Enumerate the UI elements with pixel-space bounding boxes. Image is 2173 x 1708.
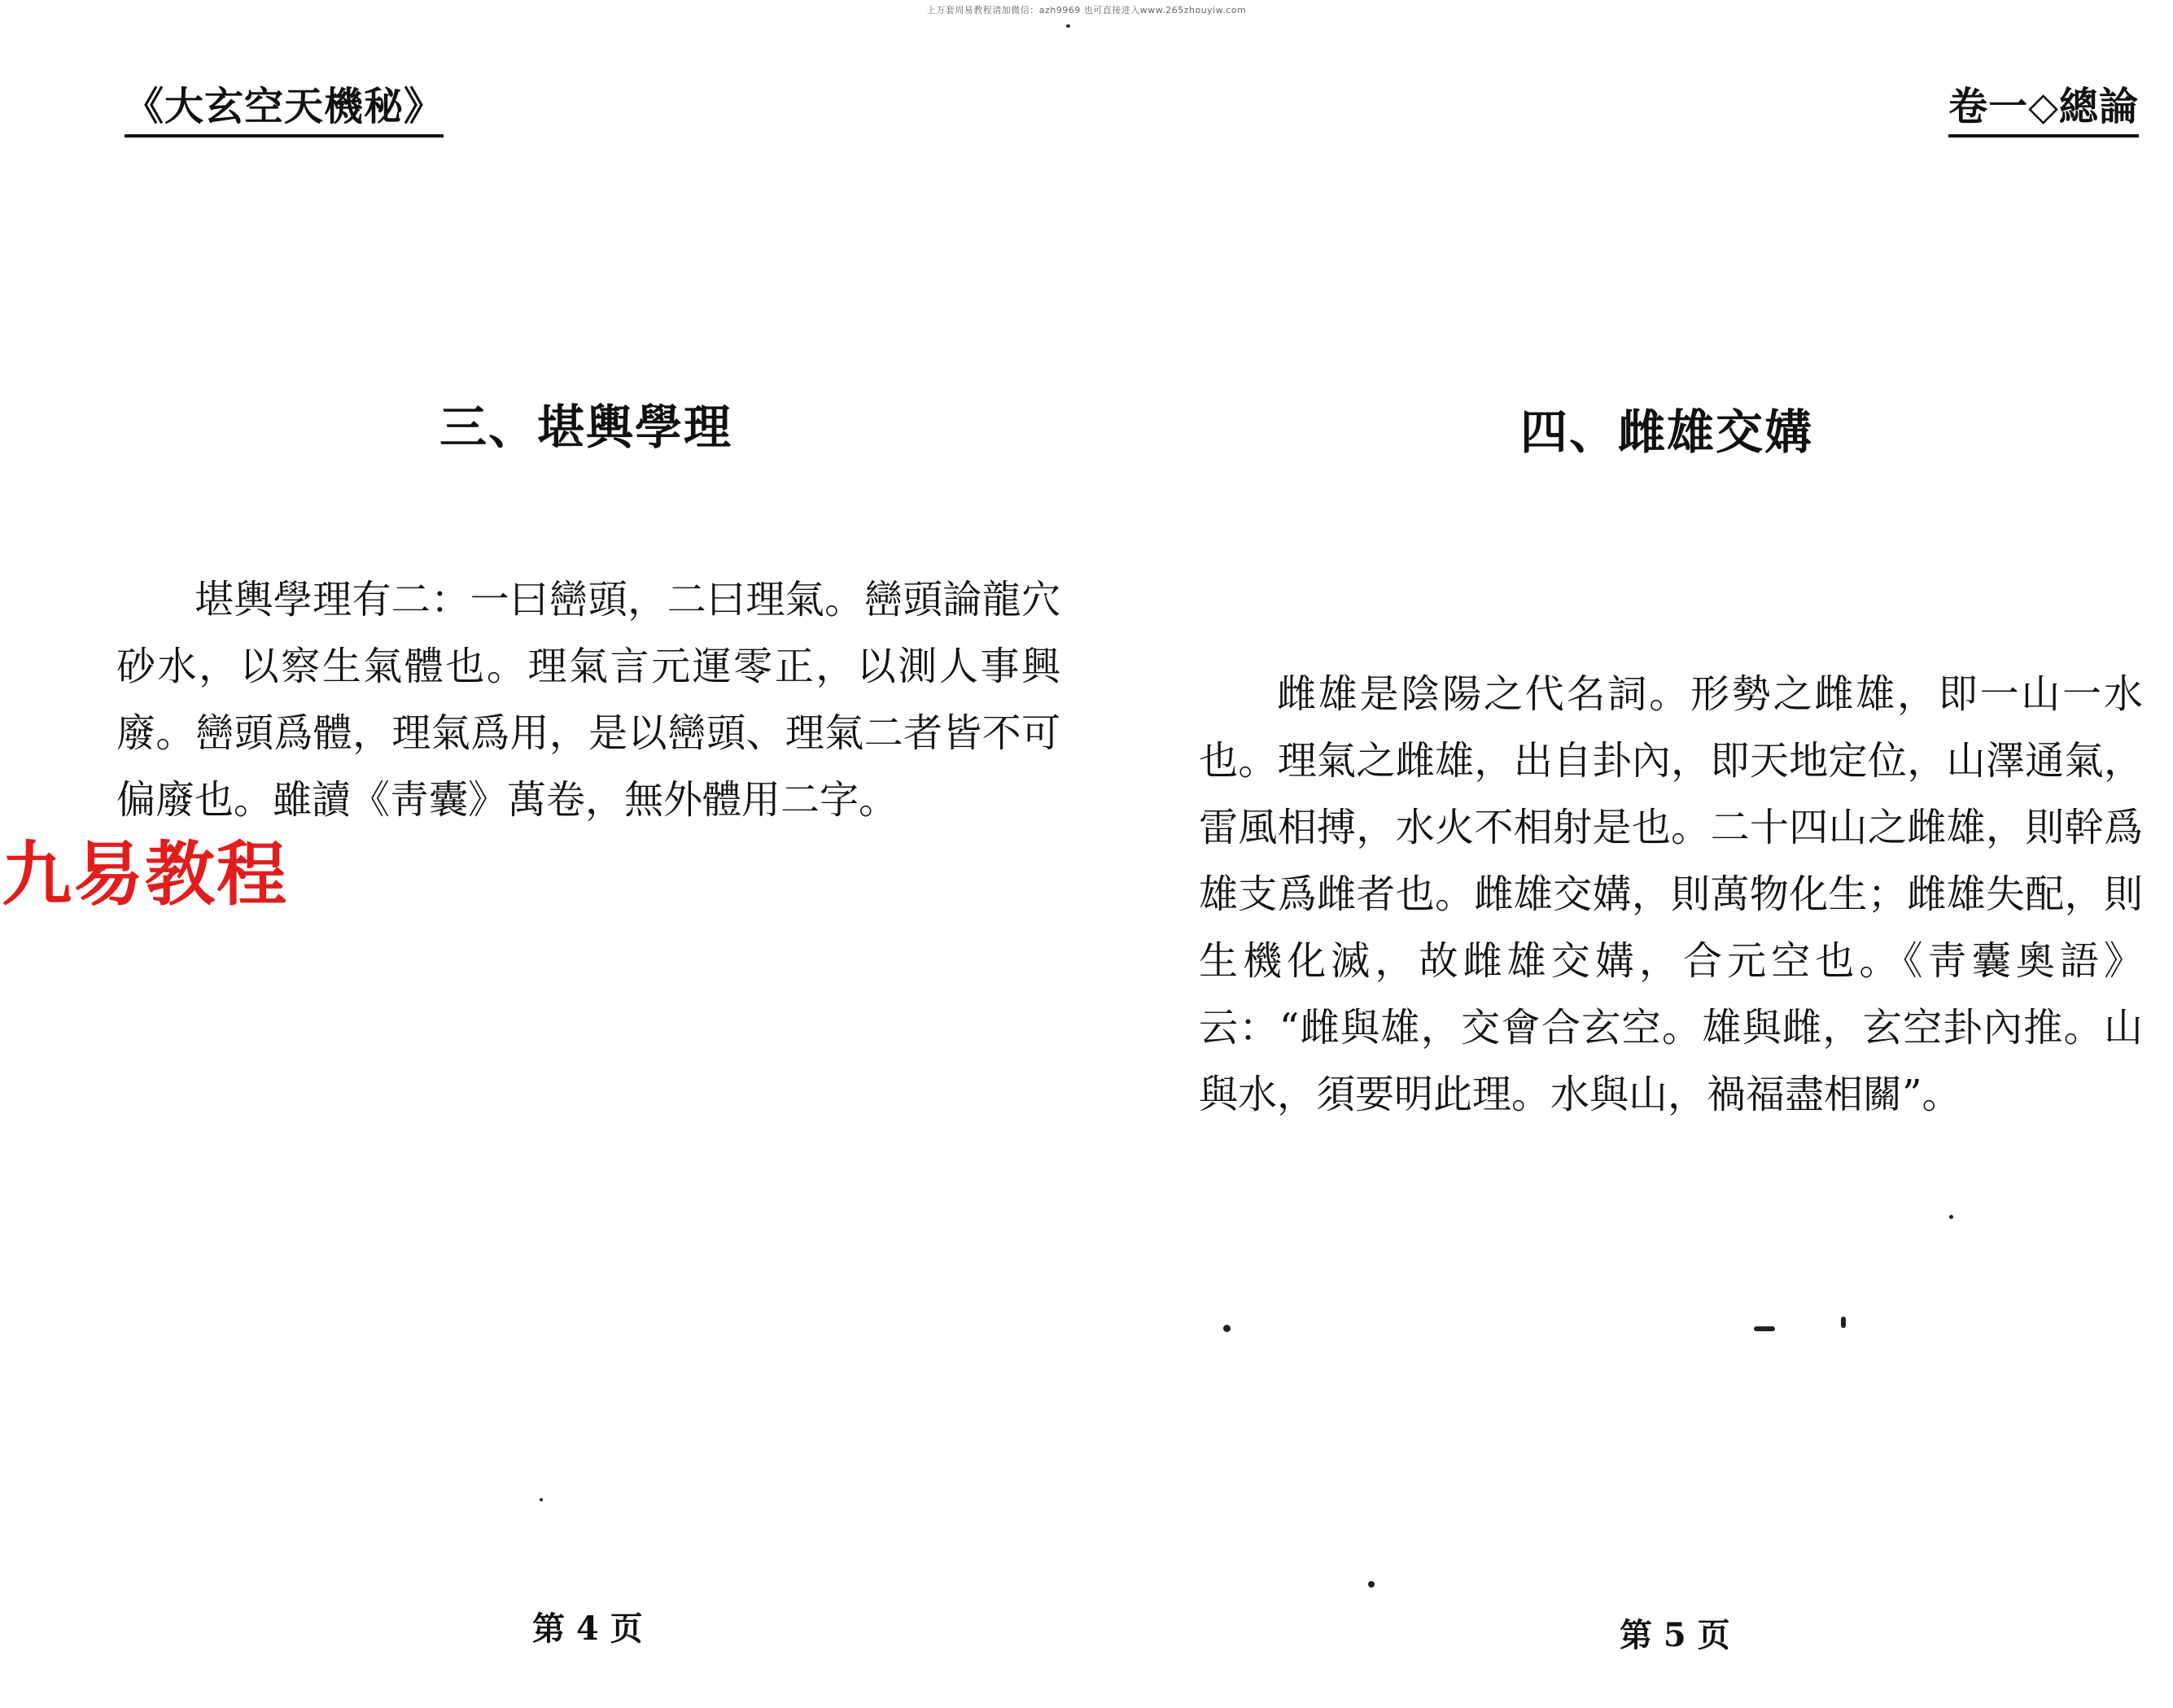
scan-speck: [1066, 24, 1070, 28]
left-section-title: 三、堪輿學理: [439, 400, 733, 455]
top-notice: 上万套周易教程请加微信：azh9969 也可直接进入www.265zhouyiw.com: [926, 5, 1247, 15]
right-section-title: 四、雌雄交媾: [1520, 404, 1814, 460]
right-page-number: 第 5 页: [1620, 1616, 1730, 1654]
left-body-text: 堪輿學理有二：一曰巒頭，二曰理氣。巒頭論龍穴砂水，以察生氣體也。理氣言元運零正，以測人事興廢。巒頭爲體，理氣爲用，是以巒頭、理氣二者皆不可偏廢也。雖讀《靑囊》萬卷，無外體用二字。: [116, 577, 1060, 823]
chapter-header: 卷一◇總論: [1948, 75, 2139, 138]
scan-speck: [1949, 1215, 1953, 1219]
watermark-logo: 九易教程: [2, 834, 288, 915]
right-body-text: 雌雄是陰陽之代名詞。形勢之雌雄，即一山一水也。理氣之雌雄，出自卦內，即天地定位，山澤通氣，雷風相搏，水火不相射是也。二十四山之雌雄，則幹爲雄支爲雌者也。雌雄交媾，則萬物化生；雌雄失配，則生機化滅，故雌雄交媾，合元空也。《靑囊奧語》云：“雌與雄，交會合玄空。雄與雌，玄空卦內推。山與水，須要明此理。水與山，禍福盡相關”。: [1199, 671, 2143, 1117]
scan-speck: [1223, 1325, 1231, 1332]
left-page-number: 第 4 页: [532, 1610, 643, 1648]
book-title-header: 《大玄空天機秘》: [125, 75, 444, 138]
scan-speck: [1368, 1581, 1375, 1588]
scan-speck: [540, 1498, 543, 1501]
scan-speck: [1841, 1317, 1846, 1328]
scan-speck: [1754, 1326, 1775, 1331]
